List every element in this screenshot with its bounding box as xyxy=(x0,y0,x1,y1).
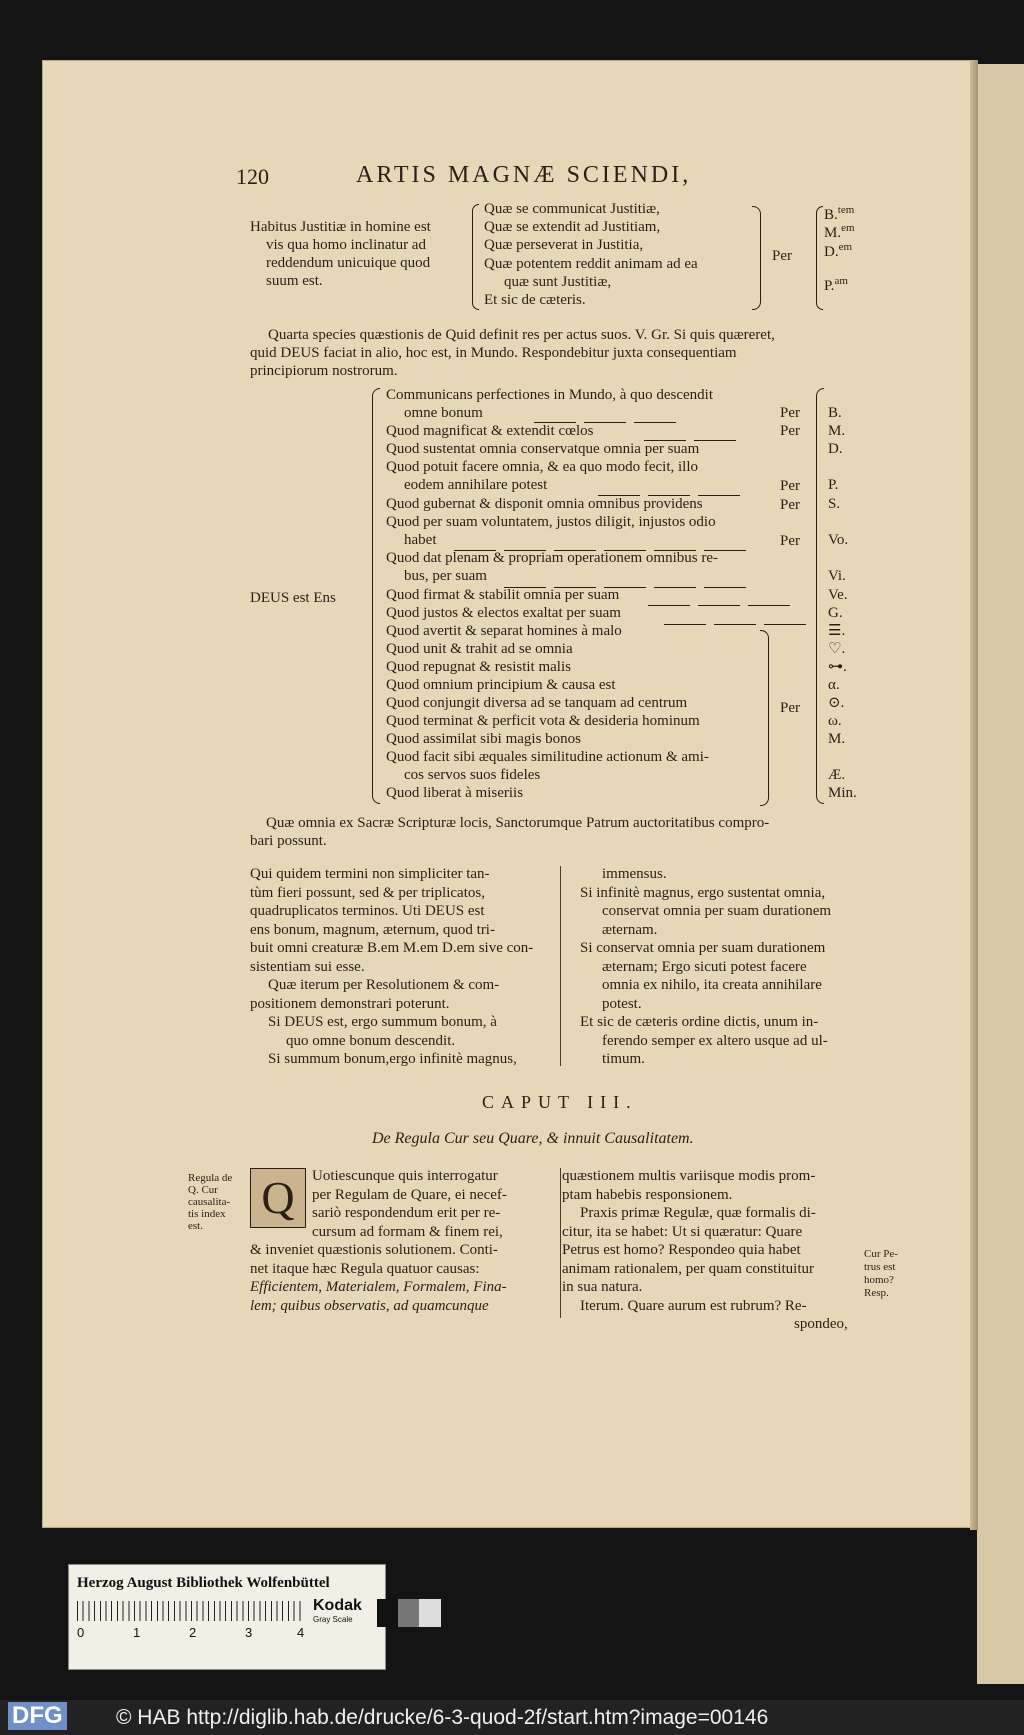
deus-line: Quod dat plenam & propriam operationem omnibus re- xyxy=(386,550,718,566)
kodak-brand: Kodak xyxy=(313,1597,362,1614)
deus-line: Quod justos & electos exaltat per suam xyxy=(386,605,621,621)
column-rule-2 xyxy=(560,1168,561,1318)
caput-left-line: lem; quibus observatis, ad quamcunque xyxy=(250,1297,489,1314)
deus-letter: ω. xyxy=(828,713,842,729)
deus-line: cos servos suos fideles xyxy=(404,767,541,783)
caput-left-line: cursum ad formam & finem rei, xyxy=(312,1223,503,1240)
initial-letter: Q xyxy=(250,1168,306,1228)
right-column-line: Si conservat omnia per suam durationem xyxy=(580,940,826,956)
margin-left-line: Regula de xyxy=(188,1172,233,1184)
right-column-line: Et sic de cæteris ordine dictis, unum in- xyxy=(580,1014,819,1030)
caput-right-line: in sua natura. xyxy=(562,1279,643,1295)
caput-right-line: quæstionem multis variisque modis prom- xyxy=(562,1168,816,1184)
habitus-letter-3: P.$^{am}$ xyxy=(824,275,848,294)
deus-line: omne bonum xyxy=(404,405,483,421)
deus-letter: ☰. xyxy=(828,623,846,639)
habitus-letter-0: B.$^{tem}$ xyxy=(824,204,855,223)
deus-letter: M. xyxy=(828,423,846,439)
margin-left-line: causalita- xyxy=(188,1196,231,1208)
right-column-line: timum. xyxy=(602,1051,645,1067)
scale-ruler xyxy=(77,1601,305,1621)
deus-letter: ⊶. xyxy=(828,659,847,675)
margin-right-line: Cur Pe- xyxy=(864,1248,898,1260)
page-fold xyxy=(970,60,978,1530)
deus-letter: Vo. xyxy=(828,532,849,548)
deus-per-0: Per xyxy=(780,405,800,421)
left-column-line: quadruplicatos terminos. Uti DEUS est xyxy=(250,903,485,919)
left-column-line: Quæ iterum per Resolutionem & com- xyxy=(268,977,500,993)
deus-letter: Vi. xyxy=(828,568,846,584)
dashes-3 xyxy=(594,486,744,504)
deus-letter: P. xyxy=(828,477,839,493)
caput-right-line: Iterum. Quare aurum est rubrum? Re- xyxy=(580,1297,807,1314)
caput-left-line: Efficientem, Materialem, Formalem, Fina- xyxy=(250,1279,507,1295)
deus-left: DEUS est Ens xyxy=(250,590,336,606)
right-column-line: æternam. xyxy=(602,921,658,938)
deus-line: Quod liberat à miseriis xyxy=(386,785,524,801)
habitus-brace-letters xyxy=(816,206,823,310)
habitus-per: Per xyxy=(772,248,792,264)
deus-line: Quod terminat & perficit vota & desideria hominum xyxy=(386,713,700,729)
quarta-line-0: Quarta species quæstionis de Quid definit res per actus suos. V. Gr. Si quis quæreret, xyxy=(268,327,775,343)
caput-left-line: sariò respondendum erit per re- xyxy=(312,1205,501,1221)
deus-letter: B. xyxy=(828,405,842,421)
deus-brace xyxy=(372,388,380,804)
deus-letter: G. xyxy=(828,605,843,621)
caput-title: CAPUT III. xyxy=(482,1092,638,1112)
viewer-footer xyxy=(0,1700,1024,1735)
dashes-2 xyxy=(640,431,740,449)
deus-per-3: Per xyxy=(780,497,800,513)
caput-right-line: citur, ita se habet: Ut si quæratur: Quare xyxy=(562,1223,803,1240)
caput-left-line: per Regulam de Quare, ei necef- xyxy=(312,1186,507,1203)
deus-per-4: Per xyxy=(780,533,800,549)
scale-num-4: 4 xyxy=(297,1625,305,1640)
deus-letter: Min. xyxy=(828,785,857,801)
margin-right-line: homo? xyxy=(864,1274,894,1286)
right-column-line: immensus. xyxy=(602,866,667,882)
deus-line: Quod gubernat & disponit omnia omnibus providens xyxy=(386,496,703,512)
deus-line: Quod sustentat omnia conservatque omnia per suam xyxy=(386,441,700,457)
caput-right-line: spondeo, xyxy=(794,1316,848,1332)
deus-letter: ⊙. xyxy=(828,695,845,711)
deus-line: Quod firmat & stabilit omnia per suam xyxy=(386,587,620,603)
deus-letter: D. xyxy=(828,441,843,457)
library-name: Herzog August Bibliothek Wolfenbüttel xyxy=(77,1575,330,1591)
left-column-line: tùm fieri possunt, sed & per triplicatos, xyxy=(250,884,485,901)
right-column-line: Si infinitè magnus, ergo sustentat omnia, xyxy=(580,884,826,901)
quae-omnia-0: Quæ omnia ex Sacræ Scripturæ locis, Sanctorumque Patrum auctoritatibus compro- xyxy=(266,815,770,831)
deus-letter: α. xyxy=(828,677,840,693)
right-column-line: æternam; Ergo sicuti potest facere xyxy=(602,958,807,975)
dfg-logo[interactable]: DFG xyxy=(8,1702,67,1730)
deus-line: bus, per suam xyxy=(404,568,487,584)
margin-left-line: est. xyxy=(188,1220,203,1232)
deus-letter: Ve. xyxy=(828,587,848,603)
right-column-line: potest. xyxy=(602,995,642,1012)
habitus-item-4: quæ sunt Justitiæ, xyxy=(504,274,612,290)
dashes-6 xyxy=(644,596,794,614)
habitus-left-1: vis qua homo inclinatur ad xyxy=(266,237,426,253)
scale-num-1: 1 xyxy=(133,1625,141,1640)
habitus-left-3: suum est. xyxy=(266,273,323,289)
facing-page xyxy=(977,64,1024,1684)
quarta-line-1: quid DEUS faciat in alio, hoc est, in Mundo. Respondebitur juxta consequentiam xyxy=(250,345,737,361)
habitus-brace-right xyxy=(752,206,761,310)
deus-per-2: Per xyxy=(780,478,800,494)
margin-left-line: tis index xyxy=(188,1208,226,1220)
deus-line: Quod per suam voluntatem, justos diligit, injustos odio xyxy=(386,514,716,530)
dashes-1 xyxy=(530,413,680,431)
deus-line: Quod conjungit diversa ad se tanquam ad centrum xyxy=(386,695,688,711)
gray-scale-caption: Gray Scale xyxy=(313,1615,353,1624)
habitus-brace xyxy=(472,204,479,310)
deus-per-1: Per xyxy=(780,423,800,439)
deus-letter: S. xyxy=(828,496,841,512)
deus-letter: ♡. xyxy=(828,641,846,657)
deus-line: Quod facit sibi æquales similitudine actionum & ami- xyxy=(386,749,709,765)
right-column-line: ferendo semper ex altero usque ad ul- xyxy=(602,1032,828,1049)
gray-scale-bar xyxy=(377,1599,441,1627)
caput-left-line: & inveniet quæstionis solutionem. Conti- xyxy=(250,1242,498,1258)
deus-line: Communicans perfectiones in Mundo, à quo descendit xyxy=(386,387,714,403)
left-column-line: Qui quidem termini non simpliciter tan- xyxy=(250,866,490,882)
right-column-line: omnia ex nihilo, ita creata annihilare xyxy=(602,977,822,993)
deus-line: Quod magnificat & extendit cœlos xyxy=(386,423,594,439)
deus-line: Quod avertit & separat homines à malo xyxy=(386,623,622,639)
habitus-item-0: Quæ se communicat Justitiæ, xyxy=(484,201,660,217)
dashes-5 xyxy=(500,578,750,596)
caput-right-line: Praxis primæ Regulæ, quæ formalis di- xyxy=(580,1205,816,1221)
left-column-line: Si summum bonum,ergo infinitè magnus, xyxy=(268,1051,517,1067)
running-title: ARTIS MAGNÆ SCIENDI, xyxy=(356,162,692,188)
scale-num-0: 0 xyxy=(77,1625,85,1640)
margin-right-line: Resp. xyxy=(864,1287,889,1299)
quae-omnia-1: bari possunt. xyxy=(250,833,327,849)
left-column-line: ens bonum, magnum, æternum, quod tri- xyxy=(250,921,495,938)
left-column-line: sistentiam sui esse. xyxy=(250,958,365,975)
margin-left-line: Q. Cur xyxy=(188,1184,218,1196)
left-column-line: Si DEUS est, ergo summum bonum, à xyxy=(268,1014,497,1030)
column-rule xyxy=(560,866,561,1066)
deus-line: Quod omnium principium & causa est xyxy=(386,677,616,693)
deus-line: habet xyxy=(404,532,437,548)
left-column-line: buit omni creaturæ B.em M.em D.em sive con- xyxy=(250,940,534,956)
library-label xyxy=(68,1564,386,1670)
caput-left-line: Uotiescunque quis interrogatur xyxy=(312,1168,498,1184)
page-number: 120 xyxy=(236,164,269,189)
deus-line: eodem annihilare potest xyxy=(404,477,548,493)
deus-letter: M. xyxy=(828,731,846,747)
dashes-4 xyxy=(450,541,750,559)
deus-group-brace xyxy=(760,630,769,806)
habitus-left-0: Habitus Justitiæ in homine est xyxy=(250,219,431,235)
habitus-item-2: Quæ perseverat in Justitia, xyxy=(484,237,644,253)
deus-letter: Æ. xyxy=(828,767,846,783)
scale-num-3: 3 xyxy=(245,1625,253,1640)
deus-line: Quod potuit facere omnia, & ea quo modo fecit, illo xyxy=(386,459,698,475)
deus-line: Quod assimilat sibi magis bonos xyxy=(386,731,581,747)
dashes-7 xyxy=(660,615,810,633)
caput-right-line: animam rationalem, per quam constituitur xyxy=(562,1260,815,1277)
habitus-letter-1: M.$^{em}$ xyxy=(824,222,855,241)
habitus-item-5: Et sic de cæteris. xyxy=(484,292,586,308)
caput-subtitle: De Regula Cur seu Quare, & innuit Causalitatem. xyxy=(372,1130,694,1147)
habitus-left-2: reddendum unicuique quod xyxy=(266,255,431,271)
copyright-link[interactable]: © HAB http://diglib.hab.de/drucke/6-3-quod-2f/start.htm?image=00146 xyxy=(116,1706,769,1729)
left-column-line: positionem demonstrari poterunt. xyxy=(250,995,450,1012)
caput-right-line: Petrus est homo? Respondeo quia habet xyxy=(562,1242,801,1258)
quarta-line-2: principiorum nostrorum. xyxy=(250,363,398,379)
right-column-line: conservat omnia per suam durationem xyxy=(602,903,832,919)
left-column-line: quo omne bonum descendit. xyxy=(286,1032,456,1049)
habitus-item-1: Quæ se extendit ad Justitiam, xyxy=(484,219,661,235)
habitus-item-3: Quæ potentem reddit animam ad ea xyxy=(484,256,698,272)
caput-right-line: ptam habebis responsionem. xyxy=(562,1186,733,1203)
scale-num-2: 2 xyxy=(189,1625,197,1640)
caput-left-line: net itaque hæc Regula quatuor causas: xyxy=(250,1260,480,1277)
deus-line: Quod unit & trahit ad se omnia xyxy=(386,641,573,657)
deus-letter-brace xyxy=(816,388,824,804)
habitus-letter-2: D.$^{em}$ xyxy=(824,241,853,260)
deus-per-5: Per xyxy=(780,700,800,716)
deus-line: Quod repugnat & resistit malis xyxy=(386,659,571,675)
margin-right-line: trus est xyxy=(864,1261,896,1273)
